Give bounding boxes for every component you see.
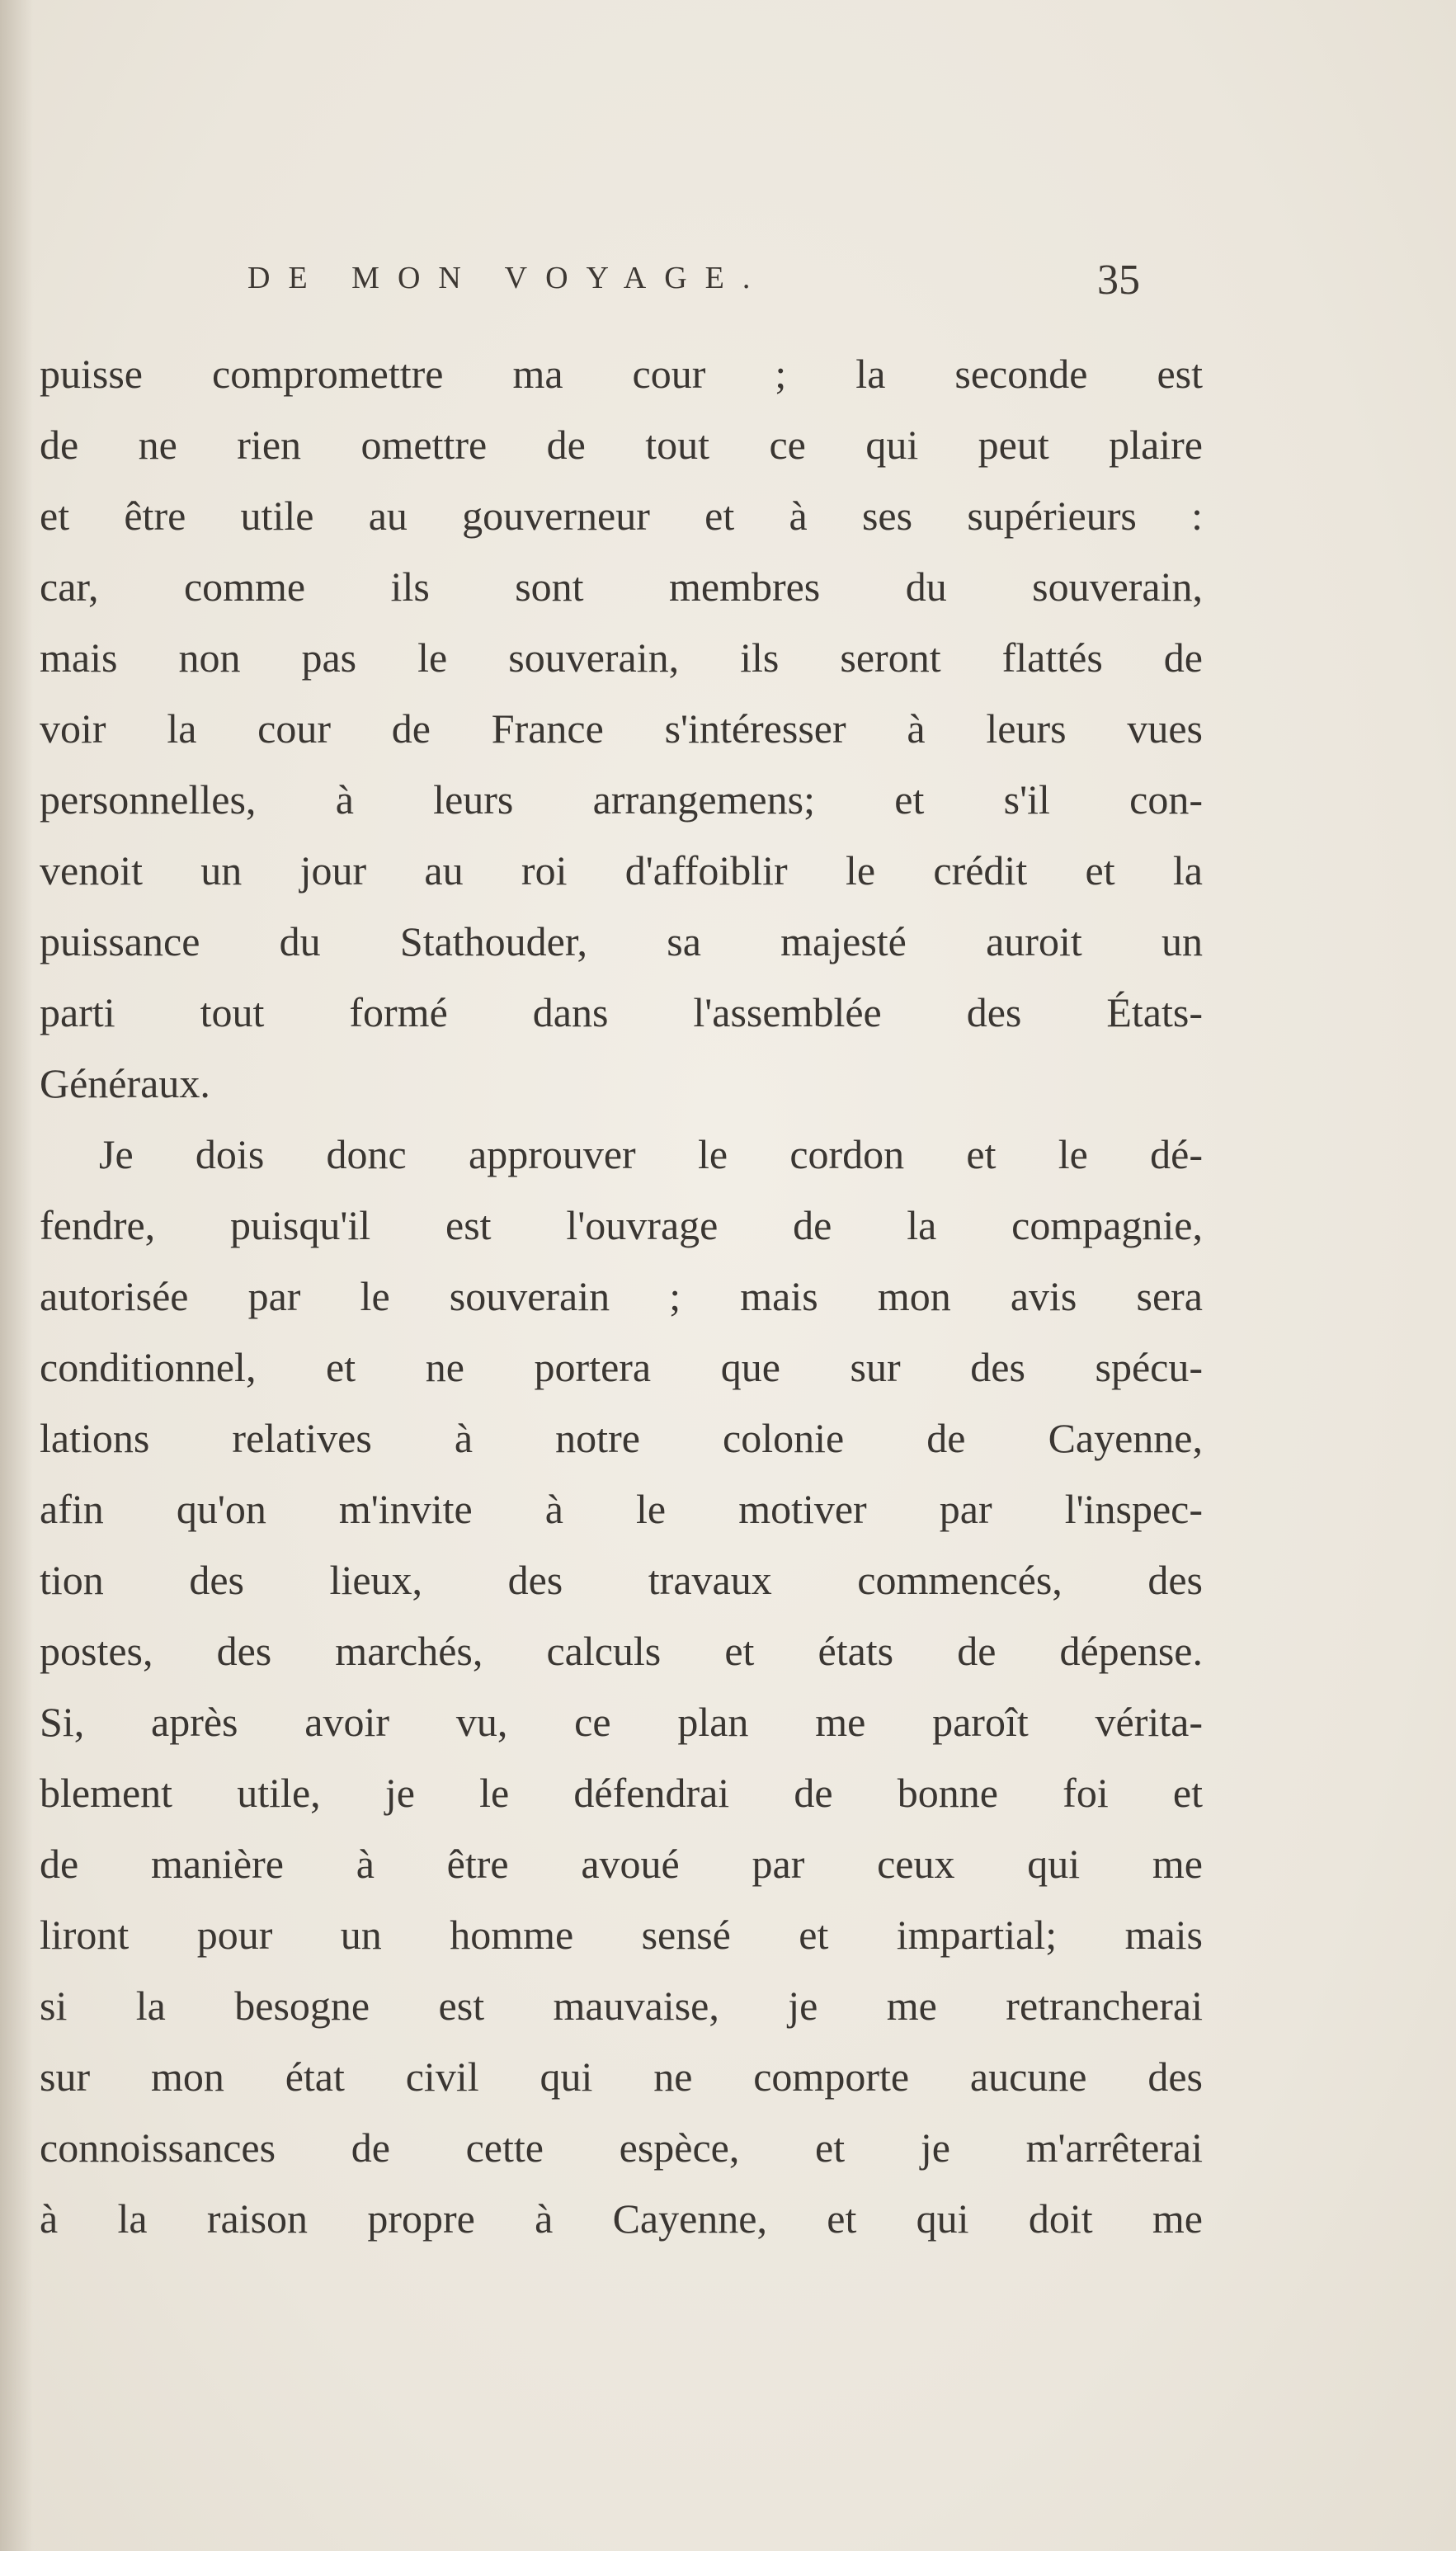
body-text — [40, 338, 1203, 2254]
text-line: venoit un jour au roi d'affoiblir le crédit et la — [40, 847, 1203, 894]
text-line: de ne rien omettre de tout ce qui peut plaire — [40, 422, 1203, 468]
text-line: sur mon état civil qui ne comporte aucune des — [40, 2054, 1203, 2100]
text-line: voir la cour de France s'intéresser à leurs vues — [40, 705, 1203, 752]
text-line: puissance du Stathouder, sa majesté auroit un — [40, 918, 1203, 964]
text-line: à la raison propre à Cayenne, et qui doit me — [40, 2195, 1203, 2242]
text-line: personnelles, à leurs arrangemens; et s'il con- — [40, 776, 1203, 823]
paragraph-first-line: Je dois donc approuver le cordon et le dé- — [99, 1131, 1203, 1177]
text-line: et être utile au gouverneur et à ses supérieurs : — [40, 493, 1203, 539]
text-line: connoissances de cette espèce, et je m'arrêterai — [40, 2124, 1203, 2171]
text-line: conditionnel, et ne portera que sur des spécu- — [40, 1344, 1203, 1390]
text-line: mais non pas le souverain, ils seront flattés de — [40, 634, 1203, 681]
text-line: liront pour un homme sensé et impartial; mais — [40, 1912, 1203, 1958]
text-line: lations relatives à notre colonie de Cayenne, — [40, 1415, 1203, 1461]
text-line: Si, après avoir vu, ce plan me paroît vérita- — [40, 1699, 1203, 1745]
text-line: postes, des marchés, calculs et états de dépense. — [40, 1628, 1203, 1674]
text-line: car, comme ils sont membres du souverain, — [40, 563, 1203, 610]
text-line: afin qu'on m'invite à le motiver par l'inspec- — [40, 1486, 1203, 1532]
text-line: blement utile, je le défendrai de bonne foi et — [40, 1770, 1203, 1816]
running-title: DE MON VOYAGE. — [247, 261, 769, 295]
page-number: 35 — [1097, 257, 1140, 304]
text-line: parti tout formé dans l'assemblée des États- — [40, 989, 1203, 1035]
binding-shadow — [0, 0, 33, 2551]
text-line: Généraux. — [40, 1060, 210, 1106]
text-line: tion des lieux, des travaux commencés, des — [40, 1557, 1203, 1603]
text-line: puisse compromettre ma cour ; la seconde est — [40, 351, 1203, 397]
text-line: autorisée par le souverain ; mais mon avis sera — [40, 1273, 1203, 1319]
text-line: fendre, puisqu'il est l'ouvrage de la compagnie, — [40, 1202, 1203, 1248]
text-line: si la besogne est mauvaise, je me retrancherai — [40, 1983, 1203, 2029]
text-line: de manière à être avoué par ceux qui me — [40, 1841, 1203, 1887]
